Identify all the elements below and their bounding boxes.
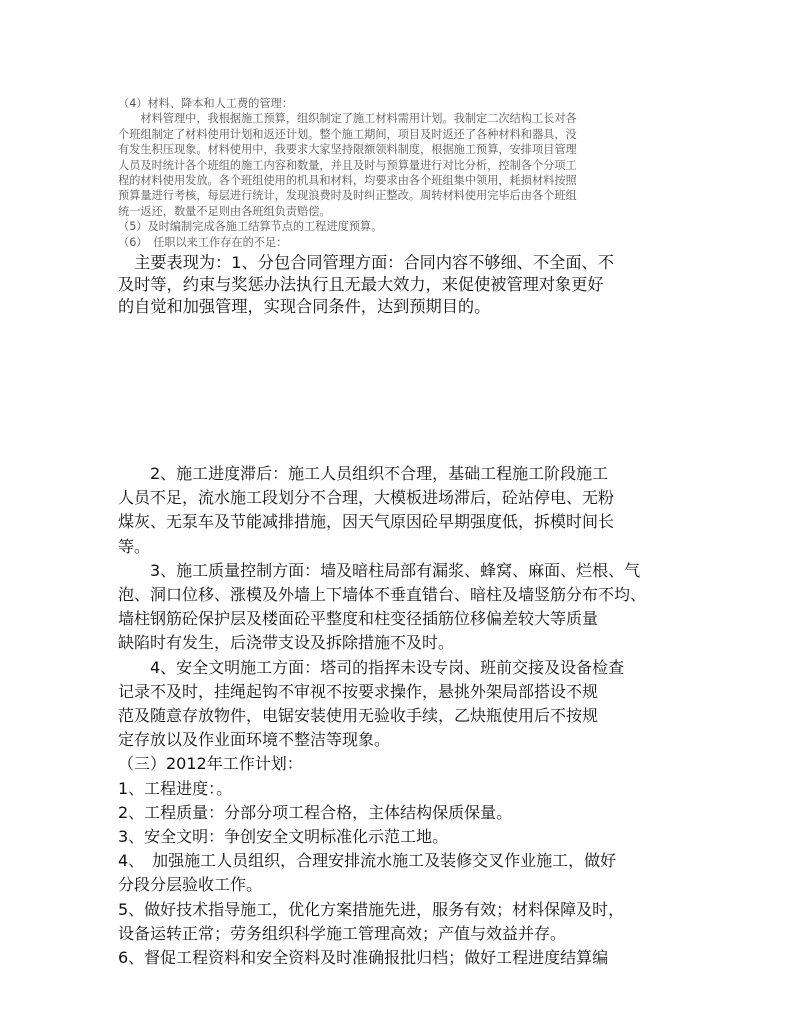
text-line: 统一返还，数量不足则由各班组负责赔偿。 xyxy=(118,204,331,218)
plan-item: 2、工程质量：分部分项工程合格，主体结构保质保量。 xyxy=(118,802,513,822)
text-line: 3、施工质量控制方面：墙及暗柱局部有漏浆、蜂窝、麻面、烂根、气 xyxy=(118,560,641,580)
plan-item: 4、 加强施工人员组织，合理安排流水施工及装修交叉作业施工，做好 xyxy=(118,851,617,871)
plan-item: 1、工程进度：。 xyxy=(118,778,233,798)
text-line: 等。 xyxy=(118,536,151,556)
text-line: （5）及时编制完成各施工结算节点的工程进度预算。 xyxy=(118,220,383,234)
plan-item: 3、安全文明：争创安全文明标准化示范工地。 xyxy=(118,827,449,847)
text-line: 及时等，约束与奖惩办法执行且无最大效力，来促使被管理对象更好 xyxy=(118,275,604,294)
text-line: 缺陷时有发生，后浇带支设及拆除措施不及时。 xyxy=(118,633,455,653)
text-line: 个班组制定了材料使用计划和返还计划。整个施工期间，项目及时返还了各种材料和器具，没 xyxy=(118,127,577,141)
text-line: 记录不及时，挂绳起钩不审视不按要求操作，悬挑外架局部搭设不规 xyxy=(118,681,599,701)
section-heading: （三）2012年工作计划： xyxy=(118,754,303,774)
text-line: （6） 任职以来工作存在的不足： xyxy=(118,235,288,249)
text-line: 程的材料使用发放。各个班组使用的机具和材料，均要求由各个班组集中领用，耗损材料按照 xyxy=(118,174,577,188)
plan-item: 6、督促工程资料和安全资料及时准确报批归档；做好工程进度结算编 xyxy=(118,948,609,968)
text-line: 煤灰、无泵车及节能减排措施，因天气原因砼早期强度低，拆模时间长 xyxy=(118,512,615,532)
text-line: 人员不足，流水施工段划分不合理，大模板进场滞后，砼站停电、无粉 xyxy=(118,488,615,508)
text-line: 定存放以及作业面环境不整洁等现象。 xyxy=(118,730,391,750)
text-line: 有发生积压现象。材料使用中，我要求大家坚持限额领料制度，根据施工预算，安排项目管理 xyxy=(118,143,577,157)
text-line: 2、施工进度滞后：施工人员组织不合理，基础工程施工阶段施工 xyxy=(118,464,609,483)
text-line: 分段分层验收工作。 xyxy=(118,875,263,895)
text-line: 人员及时统计各个班组的施工内容和数量，并且及时与预算量进行对比分析，控制各个分项工 xyxy=(118,158,577,172)
text-line: 预算量进行考核，每层进行统计，发现浪费时及时纠正整改。周转材料使用完毕后由各个班组 xyxy=(118,189,577,203)
plan-item: 5、做好技术指导施工，优化方案措施先进，服务有效；材料保障及时， xyxy=(118,899,625,919)
text-line: （4）材料、降本和人工费的管理： xyxy=(118,97,293,110)
text-line: 泡、洞口位移、涨模及外墙上下墙体不垂直错台、暗柱及墙竖筋分布不均、 xyxy=(118,585,647,605)
text-line: 4、安全文明施工方面：塔司的指挥未设专岗、班前交接及设备检查 xyxy=(118,657,625,677)
text-line: 范及随意存放物件，电锯安装使用无验收手续，乙炔瓶使用后不按规 xyxy=(118,706,599,726)
text-line: 设备运转正常；劳务组织科学施工管理高效；产值与效益并存。 xyxy=(118,923,567,943)
text-line: 墙柱钢筋砼保护层及楼面砼平整度和柱变径插筋位移偏差较大等质量 xyxy=(118,609,599,629)
shortcomings-paragraph xyxy=(118,252,614,318)
issues-and-plan-section xyxy=(118,462,646,970)
material-management-section xyxy=(118,96,577,250)
text-line: 主要表现为：1、分包合同管理方面：合同内容不够细、不全面、不 xyxy=(118,253,614,272)
text-line: 的自觉和加强管理，实现合同条件，达到预期目的。 xyxy=(118,297,491,316)
text-line: 材料管理中，我根据施工预算，组织制定了施工材料需用计划。我制定二次结构工长对各 xyxy=(118,112,577,126)
